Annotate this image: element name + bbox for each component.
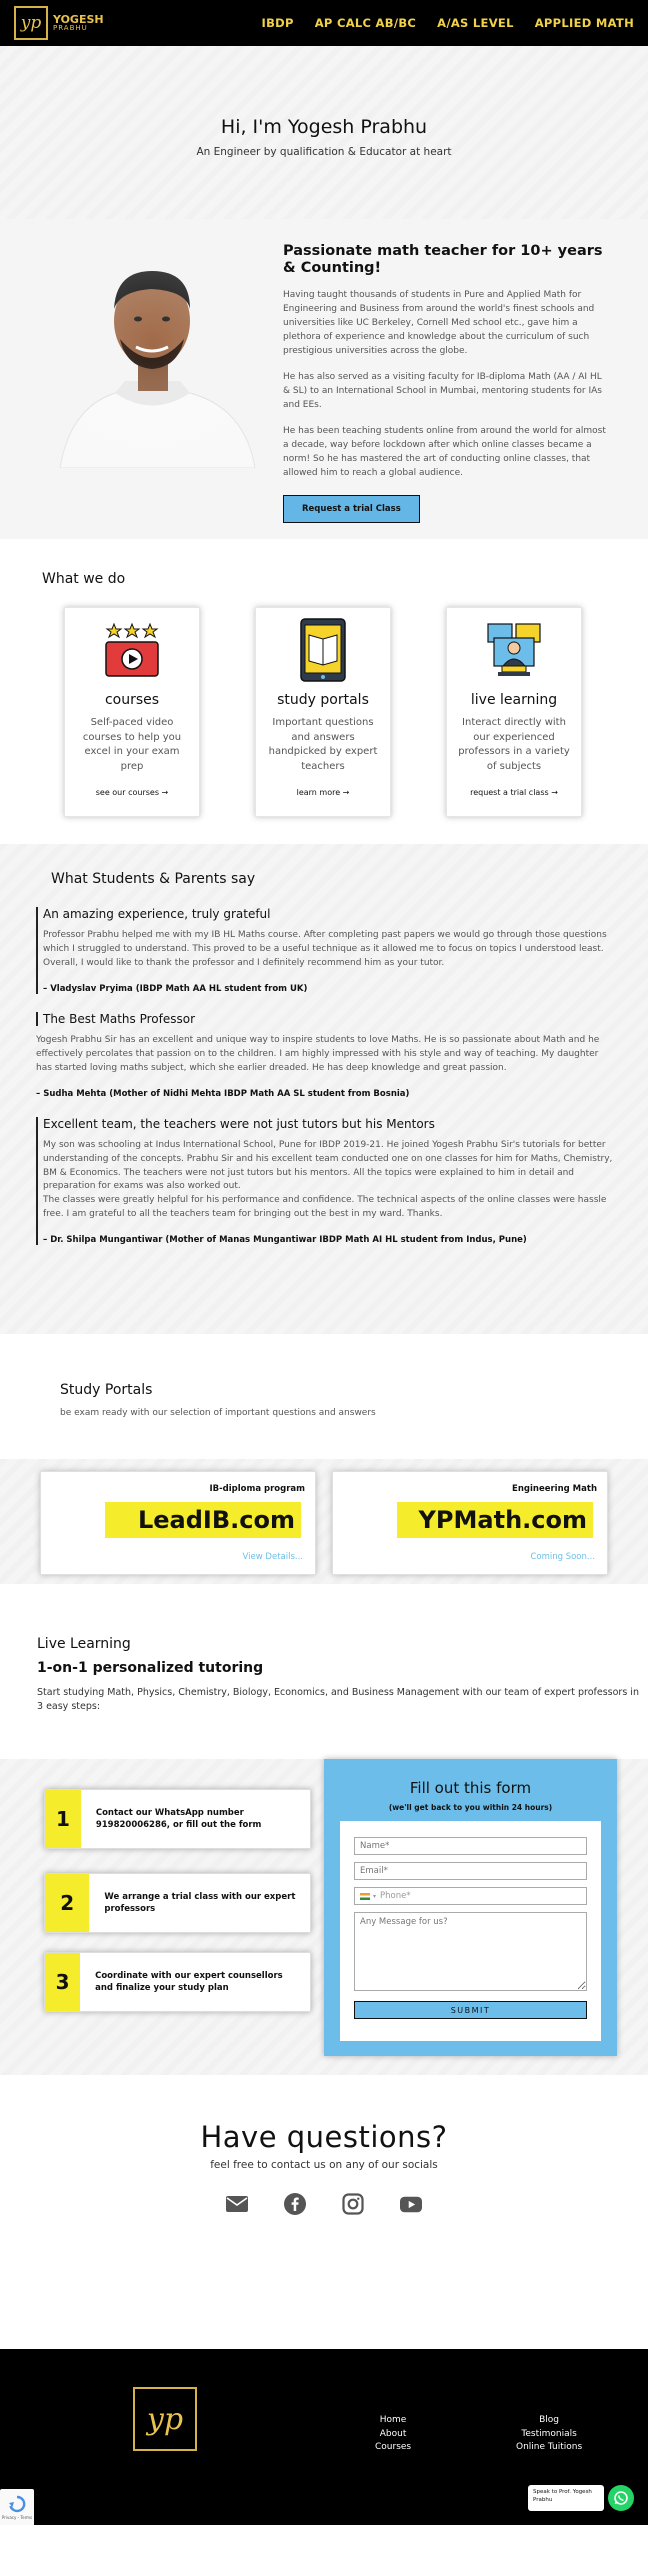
footer-links-col1 <box>375 2414 411 2454</box>
card-live-learning-title: live learning <box>470 692 558 708</box>
coming-soon-link[interactable]: Coming Soon... <box>530 1552 595 1562</box>
message-textarea[interactable] <box>354 1912 587 1991</box>
live-learning-heading: Live Learning <box>37 1636 131 1652</box>
hero-title: Hi, I'm Yogesh Prabhu <box>220 115 428 138</box>
testimonial-text: Professor Prabhu helped me with my IB HL Maths course. After completing past papers we would go through those questions which I struggled to understand. This proved to be a useful technique as it allowed me to focus on topics I understood least. <box>43 930 607 954</box>
recaptcha-badge[interactable] <box>0 2489 34 2525</box>
learn-more-link[interactable]: learn more → <box>296 788 350 797</box>
footer-link-online-tuitions[interactable]: Online Tuitions <box>516 2442 583 2453</box>
what-we-do-section <box>0 539 648 844</box>
questions-heading: Have questions? <box>200 2120 448 2154</box>
testimonials-section <box>0 844 648 1334</box>
study-portals-heading: Study Portals <box>60 1382 153 1398</box>
step-card-3 <box>44 1952 311 2012</box>
testimonial-text: My son was schooling at Indus International School, Pune for IBDP 2019-21. He joined Yogesh Prabhu Sir's tutorials for better understanding of the concepts. Prabhu Sir and his excellent team conducted one on one classes for him for Maths, Chemistry, BM & Economics. The teachers were not just tutors but his mentors. All the topics were explained to him in detail and preparation for exams was also worked out. <box>43 1139 613 1192</box>
step-number: 3 <box>45 1953 80 2011</box>
study-portal-cards <box>0 1459 648 1584</box>
study-portals-section <box>0 1334 648 1459</box>
testimonial-text-2: The classes were greatly helpful for his performance and confidence. The technical aspects of the online classes were hassle free. I am grateful to all the teachers team for bringing out the best in my ward. Thanks. <box>43 1195 607 1220</box>
see-courses-link[interactable]: see our courses → <box>95 788 169 797</box>
live-learning-text: Start studying Math, Physics, Chemistry, Biology, Economics, and Business Management with our team of expert professors in 3 easy steps: <box>37 1687 639 1713</box>
testimonial-text-2: Overall, I would like to thank the professor and I definitely recommend him as your tutor. <box>43 957 445 968</box>
form-subtitle: (we'll get back to you within 24 hours) <box>388 1803 553 1812</box>
view-details-link[interactable]: View Details... <box>242 1552 303 1562</box>
testimonial-author: – Sudha Mehta (Mother of Nidhi Mehta IBDP Math AA SL student from Bosnia) <box>36 1088 410 1099</box>
testimonial-title: The Best Maths Professor <box>36 1012 614 1026</box>
testimonial-text: Yogesh Prabhu Sir has an excellent and unique way to inspire students to love Maths. He is so passionate about Math and he effectively percolates that passion on to the children. I am highly impressed with his style and way of teaching. My daughter has started loving maths subject, which she earlier dreaded. He has deep knowledge and great passion. <box>36 1034 600 1073</box>
phone-field[interactable] <box>354 1887 587 1905</box>
about-paragraph-1: Having taught thousands of students in Pure and Applied Math for Engineering and Business from around the world's finest schools and universities like UC Berkeley, Cornell Med school etc., gave him a plethora of experience and knowledge about the curriculum of such prestigious universities across the globe. <box>283 290 595 357</box>
questions-section <box>0 2075 648 2349</box>
envelope-icon[interactable] <box>226 2193 248 2215</box>
site-footer <box>0 2349 648 2525</box>
testimonial-author: – Vladyslav Pryima (IBDP Math AA HL student from UK) <box>43 983 308 994</box>
social-links <box>226 2193 422 2215</box>
step-number: 1 <box>45 1790 81 1848</box>
email-input[interactable] <box>354 1862 587 1880</box>
step-number: 2 <box>45 1874 89 1932</box>
steps-form-section <box>0 1759 648 2075</box>
phone-placeholder: Phone* <box>380 1891 411 1901</box>
main-nav <box>262 16 635 30</box>
whatsapp-icon[interactable] <box>608 2485 634 2511</box>
youtube-icon[interactable] <box>400 2193 422 2215</box>
recaptcha-icon <box>8 2495 26 2513</box>
portal-card-ypmath[interactable] <box>332 1471 608 1575</box>
live-learning-section <box>0 1584 648 1759</box>
contact-form <box>340 1821 601 2041</box>
card-study-portals-text: Important questions and answers handpicked by expert teachers <box>268 717 378 772</box>
about-section <box>0 219 648 539</box>
portal-card-banner: LeadIB.com <box>105 1502 301 1538</box>
testimonial-item <box>36 1117 614 1246</box>
testimonial-item <box>36 907 614 994</box>
nav-ibdp[interactable]: IBDP <box>261 16 294 30</box>
logo-line1: YOGESH <box>53 12 104 26</box>
what-we-do-heading: What we do <box>42 571 126 587</box>
footer-link-testimonials[interactable]: Testimonials <box>521 2428 577 2439</box>
recaptcha-label: Privacy - Terms <box>1 2514 33 2520</box>
card-study-portals-title: study portals <box>277 692 369 708</box>
nav-applied-math[interactable]: APPLIED MATH <box>534 16 634 30</box>
about-heading: Passionate math teacher for 10+ years & Counting! <box>283 243 603 276</box>
testimonial-author: – Dr. Shilpa Mungantiwar (Mother of Manas Mungantiwar IBDP Math AI HL student from Indus, Pune) <box>43 1235 527 1246</box>
live-learning-subheading: 1-on-1 personalized tutoring <box>37 1660 264 1676</box>
chevron-down-icon[interactable]: ▾ <box>373 1892 377 1900</box>
site-logo[interactable] <box>14 6 104 40</box>
portal-card-leadib[interactable] <box>40 1471 316 1575</box>
step-card-2 <box>44 1873 311 1933</box>
card-courses[interactable] <box>64 607 200 817</box>
step-text: Coordinate with our expert counsellors and finalize your study plan <box>95 1970 283 1993</box>
portal-card-label: IB-diploma program <box>209 1484 305 1494</box>
hero-section <box>0 46 648 219</box>
logo-line2: PRABHU <box>53 24 88 33</box>
testimonial-item <box>36 1012 614 1099</box>
footer-logo-text: yp <box>146 2401 184 2437</box>
footer-link-home[interactable]: Home <box>379 2415 407 2425</box>
portal-card-banner: YPMath.com <box>397 1502 593 1538</box>
card-courses-title: courses <box>104 692 160 708</box>
nav-a-as-level[interactable]: A/AS LEVEL <box>437 16 514 30</box>
footer-links-col2 <box>516 2414 582 2454</box>
about-paragraph-2: He has also served as a visiting faculty for IB-diploma Math (AA / AI HL & SL) to an International School in Mumbai, mentoring students for IAs and EEs. <box>283 372 602 410</box>
about-paragraph-3: He has been teaching students online from around the world for almost a decade, way before lockdown after which online classes became a norm! So he has mastered the art of conducting online classes, that allowed him to reach a global audience. <box>283 425 606 478</box>
teacher-photo <box>40 243 265 468</box>
card-courses-text: Self-paced video courses to help you excel in your exam prep <box>82 717 182 772</box>
card-study-portals[interactable] <box>255 607 391 817</box>
questions-subtitle: feel free to contact us on any of our socials <box>210 2159 438 2171</box>
logo-mark-text: yp <box>20 13 42 33</box>
footer-logo-icon[interactable] <box>133 2387 197 2451</box>
step-text: We arrange a trial class with our expert professors <box>104 1891 296 1914</box>
site-header <box>0 0 648 46</box>
card-live-learning[interactable] <box>446 607 582 817</box>
submit-button[interactable]: SUBMIT <box>354 2001 587 2019</box>
teacher-screen-icon <box>482 618 546 682</box>
contact-form-panel <box>324 1759 617 2056</box>
whatsapp-popup[interactable]: Speak to Prof. Yogesh Prabhu <box>528 2485 604 2511</box>
study-portals-subtitle: be exam ready with our selection of important questions and answers <box>60 1408 376 1418</box>
nav-ap-calc[interactable]: AP CALC AB/BC <box>314 16 417 30</box>
card-live-learning-text: Interact directly with our experienced professors in a variety of subjects <box>458 717 570 772</box>
step-text: Contact our WhatsApp number 919820006286, or fill out the form <box>95 1807 262 1830</box>
footer-link-blog[interactable]: Blog <box>539 2415 560 2425</box>
name-input[interactable] <box>354 1837 587 1855</box>
footer-link-courses[interactable]: Courses <box>375 2442 412 2453</box>
india-flag-icon[interactable] <box>360 1893 370 1900</box>
footer-link-about[interactable]: About <box>379 2428 407 2439</box>
request-trial-button[interactable]: Request a trial Class <box>283 495 420 523</box>
testimonial-title: Excellent team, the teachers were not just tutors but his Mentors <box>43 1116 435 1131</box>
facebook-icon[interactable] <box>284 2193 306 2215</box>
video-play-icon <box>100 618 164 682</box>
instagram-icon[interactable] <box>342 2193 364 2215</box>
request-trial-link[interactable]: request a trial class → <box>470 788 558 797</box>
testimonials-heading: What Students & Parents say <box>51 871 256 887</box>
testimonial-title: An amazing experience, truly grateful <box>43 907 271 921</box>
logo-mark-icon <box>14 6 48 40</box>
step-card-1 <box>44 1789 311 1849</box>
hero-subtitle: An Engineer by qualification & Educator at heart <box>196 145 452 158</box>
tablet-book-icon <box>291 618 355 682</box>
form-title: Fill out this form <box>409 1779 532 1797</box>
portal-card-label: Engineering Math <box>512 1484 597 1494</box>
